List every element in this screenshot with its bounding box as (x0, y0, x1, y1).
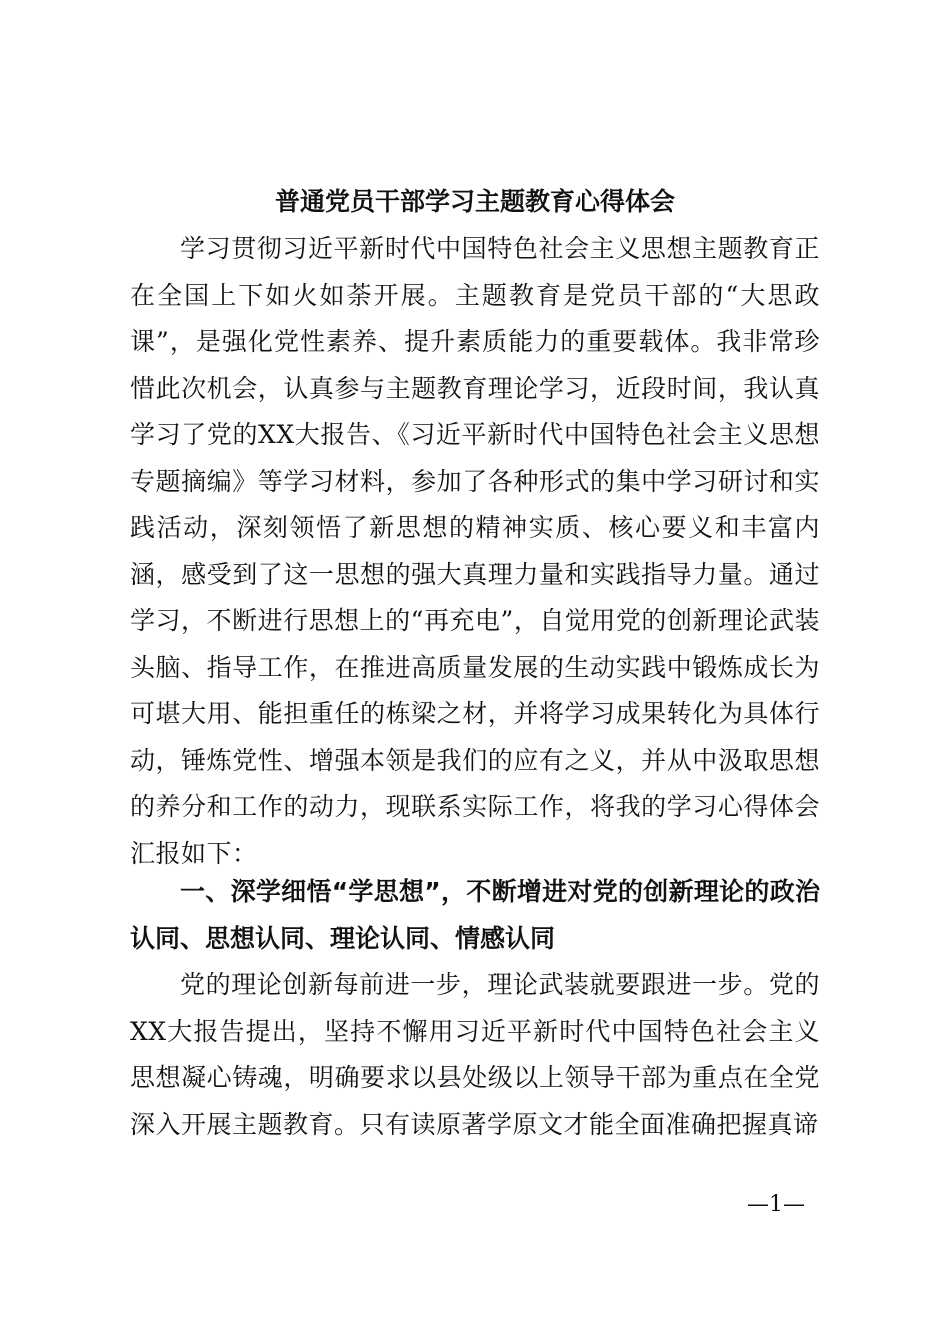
page-number: —1— (747, 1192, 805, 1217)
section-heading-1: 一、深学细悟“学思想”，不断增进对党的创新理论的政治认同、思想认同、理论认同、情感认同 (130, 877, 820, 953)
body-paragraph-1: 学习贯彻习近平新时代中国特色社会主义思想主题教育正在全国上下如火如荼开展。主题教育是党员干部的“大思政课”，是强化党性素养、提升素质能力的重要载体。我非常珍惜此次机会，认真参与主题教育理论学习，近段时间，我认真学习了党的XX大报告、《习近平新时代中国特色社会主义思想专题摘编》等学习材料，参加了各种形式的集中学习研讨和实践活动，深刻领悟了新思想的精神实质、核心要义和丰富内涵，感受到了这一思想的强大真理力量和实践指导力量。通过学习，不断进行思想上的“再充电”，自觉用党的创新理论武装头脑、指导工作，在推进高质量发展的生动实践中锻炼成长为可堪大用、能担重任的栋梁之材，并将学习成果转化为具体行动，锤炼党性、增强本领是我们的应有之义，并从中汲取思想的养分和工作的动力，现联系实际工作，将我的学习心得体会汇报如下： (130, 234, 820, 868)
body-paragraph-2: 党的理论创新每前进一步，理论武装就要跟进一步。党的XX大报告提出，坚持不懈用习近平新时代中国特色社会主义思想凝心铸魂，明确要求以县处级以上领导干部为重点在全党深入开展主题教育。只有读原著学原文才能全面准确把握真谛 (130, 970, 820, 1139)
document-title: 普通党员干部学习主题教育心得体会 (274, 187, 675, 216)
